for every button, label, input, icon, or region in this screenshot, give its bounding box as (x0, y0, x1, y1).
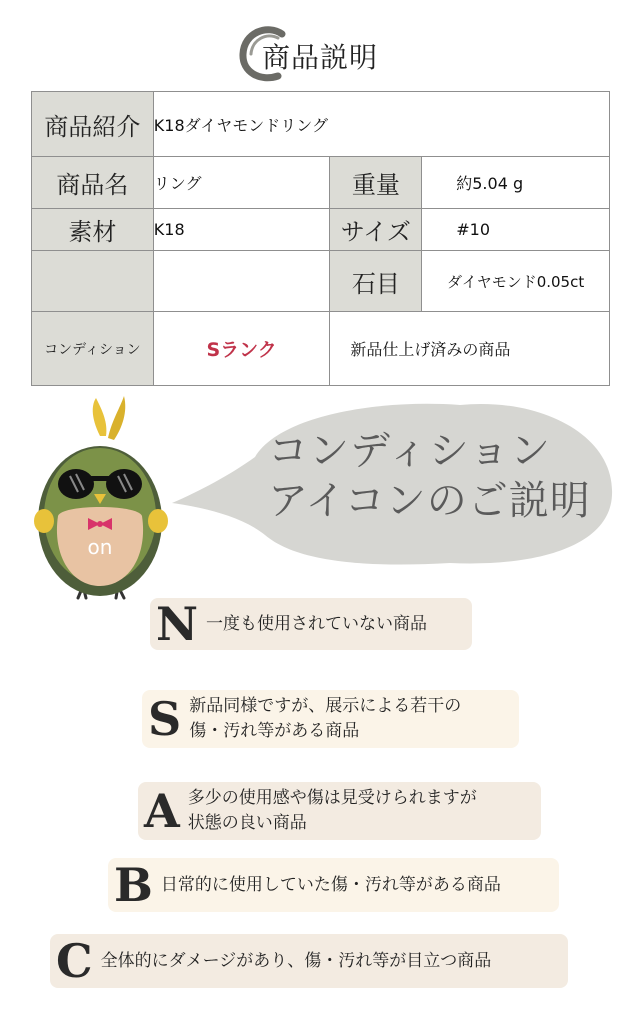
stone-value: ダイヤモンド0.05ct (422, 251, 610, 312)
rank-desc-line: 状態の良い商品 (187, 813, 307, 833)
rank-description (188, 786, 477, 836)
material-label: 素材 (32, 209, 154, 251)
table-row (32, 209, 610, 251)
table-row (32, 92, 610, 157)
rank-description (206, 612, 427, 637)
rank-letter: A (144, 784, 180, 838)
rank-desc-line: 日常的に使用していた傷・汚れ等がある商品 (160, 874, 501, 895)
title-area (0, 22, 640, 82)
spec-table (31, 91, 610, 386)
rank-description (161, 873, 501, 898)
rank-letter: C (56, 934, 93, 988)
rank-letter: S (148, 692, 182, 746)
rank-desc-line: 多少の使用感や傷は見受けられますが (187, 788, 477, 808)
weight-label: 重量 (330, 157, 422, 209)
table-row (32, 312, 610, 386)
condition-note: 新品仕上げ済みの商品 (330, 312, 610, 386)
rank-s (142, 690, 519, 748)
page-title: 商品説明 (261, 41, 378, 74)
rank-desc-line: 傷・汚れ等がある商品 (189, 721, 360, 741)
bubble-line-2: アイコンのご説明 (268, 478, 591, 524)
table-row (32, 157, 610, 209)
material-value: K18 (153, 209, 330, 251)
intro-label: 商品紹介 (32, 92, 154, 157)
rank-description (189, 694, 461, 744)
rank-desc-line: 一度も使用されていない商品 (206, 613, 428, 634)
name-label: 商品名 (32, 157, 154, 209)
empty-label (32, 251, 154, 312)
rank-desc-line: 全体的にダメージがあり、傷・汚れ等が目立つ商品 (100, 950, 492, 971)
rank-letter: N (156, 597, 199, 651)
weight-value: 約5.04 g (422, 157, 610, 209)
size-value: #10 (422, 209, 610, 251)
stone-label: 石目 (330, 251, 422, 312)
condition-rank: Sランク (153, 312, 330, 386)
empty-value (153, 251, 330, 312)
name-value: リング (153, 157, 330, 209)
rank-description (101, 949, 492, 974)
rank-desc-line: 新品同様ですが、展示による若干の (189, 696, 462, 716)
owl-mascot-icon (28, 396, 178, 601)
rank-c (50, 934, 568, 988)
condition-label: コンディション (32, 312, 154, 386)
rank-letter: B (114, 858, 153, 912)
bubble-text (268, 426, 591, 526)
intro-value: K18ダイヤモンドリング (153, 92, 609, 157)
table-row (32, 251, 610, 312)
rank-b (108, 858, 559, 912)
size-label: サイズ (330, 209, 422, 251)
bubble-line-1: コンディション (268, 428, 551, 474)
mascot-badge: on (87, 535, 113, 559)
rank-n (150, 598, 472, 650)
rank-a (138, 782, 541, 840)
